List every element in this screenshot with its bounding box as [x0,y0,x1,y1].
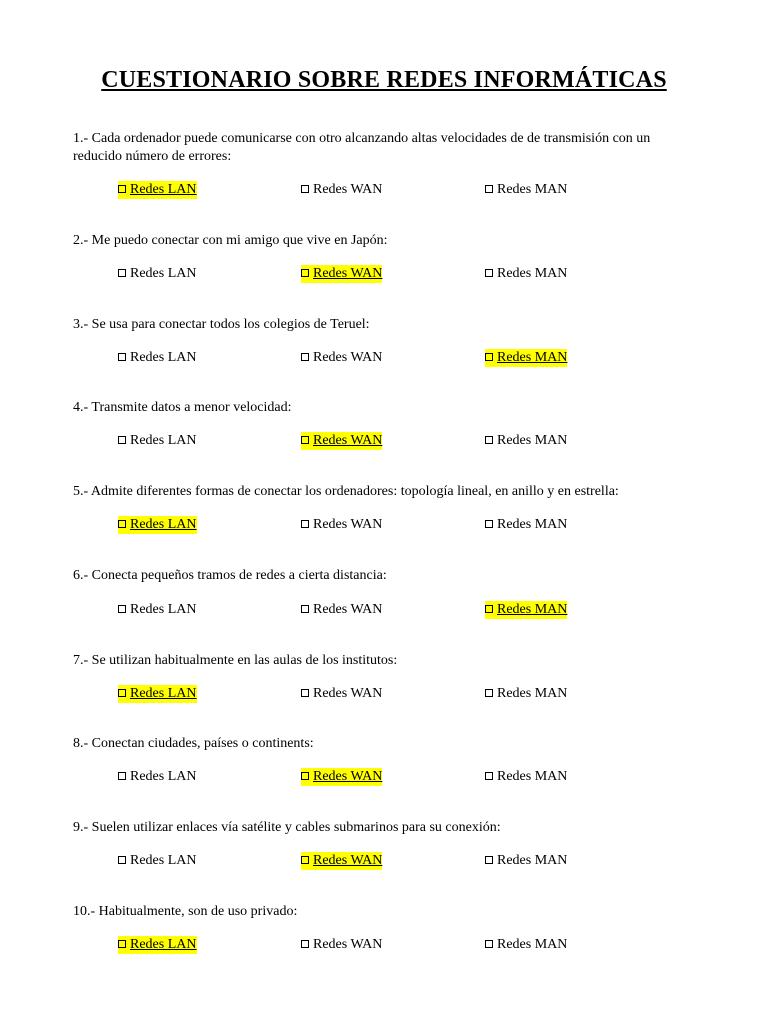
checkbox-icon [118,772,126,780]
checkbox-icon [301,856,309,864]
question-6-text: 6.- Conecta pequeños tramos de redes a cierta distancia: [73,568,387,583]
q9-option-man[interactable]: Redes MAN [485,852,567,870]
checkbox-icon [485,856,493,864]
checkbox-icon [118,689,126,697]
q2-option-lan[interactable]: Redes LAN [118,265,197,283]
checkbox-icon [301,520,309,528]
q7-option-man[interactable]: Redes MAN [485,685,567,703]
question-3-text: 3.- Se usa para conectar todos los colegios de Teruel: [73,317,370,332]
question-5-options [0,516,768,536]
q9-option-lan[interactable]: Redes LAN [118,852,197,870]
checkbox-icon [485,436,493,444]
checkbox-icon [485,520,493,528]
checkbox-icon [301,185,309,193]
question-4-options [0,432,768,452]
q7-option-lan[interactable]: Redes LAN [118,685,197,703]
checkbox-icon [301,772,309,780]
q8-option-wan[interactable]: Redes WAN [301,768,382,786]
question-8-options [0,768,768,788]
checkbox-icon [301,269,309,277]
q1-option-man[interactable]: Redes MAN [485,181,567,199]
checkbox-icon [485,772,493,780]
q1-option-wan[interactable]: Redes WAN [301,181,382,199]
checkbox-icon [485,940,493,948]
q6-option-lan[interactable]: Redes LAN [118,601,197,619]
q5-option-wan[interactable]: Redes WAN [301,516,382,534]
checkbox-icon [485,269,493,277]
checkbox-icon [485,689,493,697]
checkbox-icon [118,605,126,613]
question-4-text: 4.- Transmite datos a menor velocidad: [73,400,292,415]
question-1-options [0,181,768,201]
question-5-text: 5.- Admite diferentes formas de conectar los ordenadores: topología lineal, en anillo y en estrella: [73,484,619,499]
checkbox-icon [301,940,309,948]
checkbox-icon [301,436,309,444]
question-1-text: 1.- Cada ordenador puede comunicarse con otro alcanzando altas velocidades de de transmisión con un reducido número de errores: [73,131,651,164]
question-7-options [0,685,768,705]
checkbox-icon [301,689,309,697]
q8-option-lan[interactable]: Redes LAN [118,768,197,786]
checkbox-icon [118,856,126,864]
q6-option-man[interactable]: Redes MAN [485,601,567,619]
q1-option-lan[interactable]: Redes LAN [118,181,197,199]
question-2-text: 2.- Me puedo conectar con mi amigo que vive en Japón: [73,233,388,248]
page-title: CUESTIONARIO SOBRE REDES INFORMÁTICAS [101,67,667,93]
question-2-options [0,265,768,285]
checkbox-icon [118,436,126,444]
q2-option-wan[interactable]: Redes WAN [301,265,382,283]
checkbox-icon [485,605,493,613]
q7-option-wan[interactable]: Redes WAN [301,685,382,703]
q3-option-lan[interactable]: Redes LAN [118,349,197,367]
checkbox-icon [118,185,126,193]
q10-option-man[interactable]: Redes MAN [485,936,567,954]
q4-option-wan[interactable]: Redes WAN [301,432,382,450]
question-6-options [0,601,768,621]
question-8-text: 8.- Conectan ciudades, países o continents: [73,736,314,751]
question-3-options [0,349,768,369]
checkbox-icon [485,185,493,193]
q10-option-lan[interactable]: Redes LAN [118,936,197,954]
checkbox-icon [301,353,309,361]
q9-option-wan[interactable]: Redes WAN [301,852,382,870]
checkbox-icon [118,940,126,948]
checkbox-icon [118,353,126,361]
q3-option-man[interactable]: Redes MAN [485,349,567,367]
q5-option-lan[interactable]: Redes LAN [118,516,197,534]
q8-option-man[interactable]: Redes MAN [485,768,567,786]
q4-option-lan[interactable]: Redes LAN [118,432,197,450]
question-7-text: 7.- Se utilizan habitualmente en las aulas de los institutos: [73,653,398,668]
q10-option-wan[interactable]: Redes WAN [301,936,382,954]
q2-option-man[interactable]: Redes MAN [485,265,567,283]
checkbox-icon [485,353,493,361]
checkbox-icon [118,269,126,277]
q4-option-man[interactable]: Redes MAN [485,432,567,450]
question-9-text: 9.- Suelen utilizar enlaces vía satélite y cables submarinos para su conexión: [73,820,501,835]
checkbox-icon [301,605,309,613]
q5-option-man[interactable]: Redes MAN [485,516,567,534]
question-9-options [0,852,768,872]
question-10-text: 10.- Habitualmente, son de uso privado: [73,904,298,919]
question-10-options [0,936,768,956]
q6-option-wan[interactable]: Redes WAN [301,601,382,619]
q3-option-wan[interactable]: Redes WAN [301,349,382,367]
checkbox-icon [118,520,126,528]
